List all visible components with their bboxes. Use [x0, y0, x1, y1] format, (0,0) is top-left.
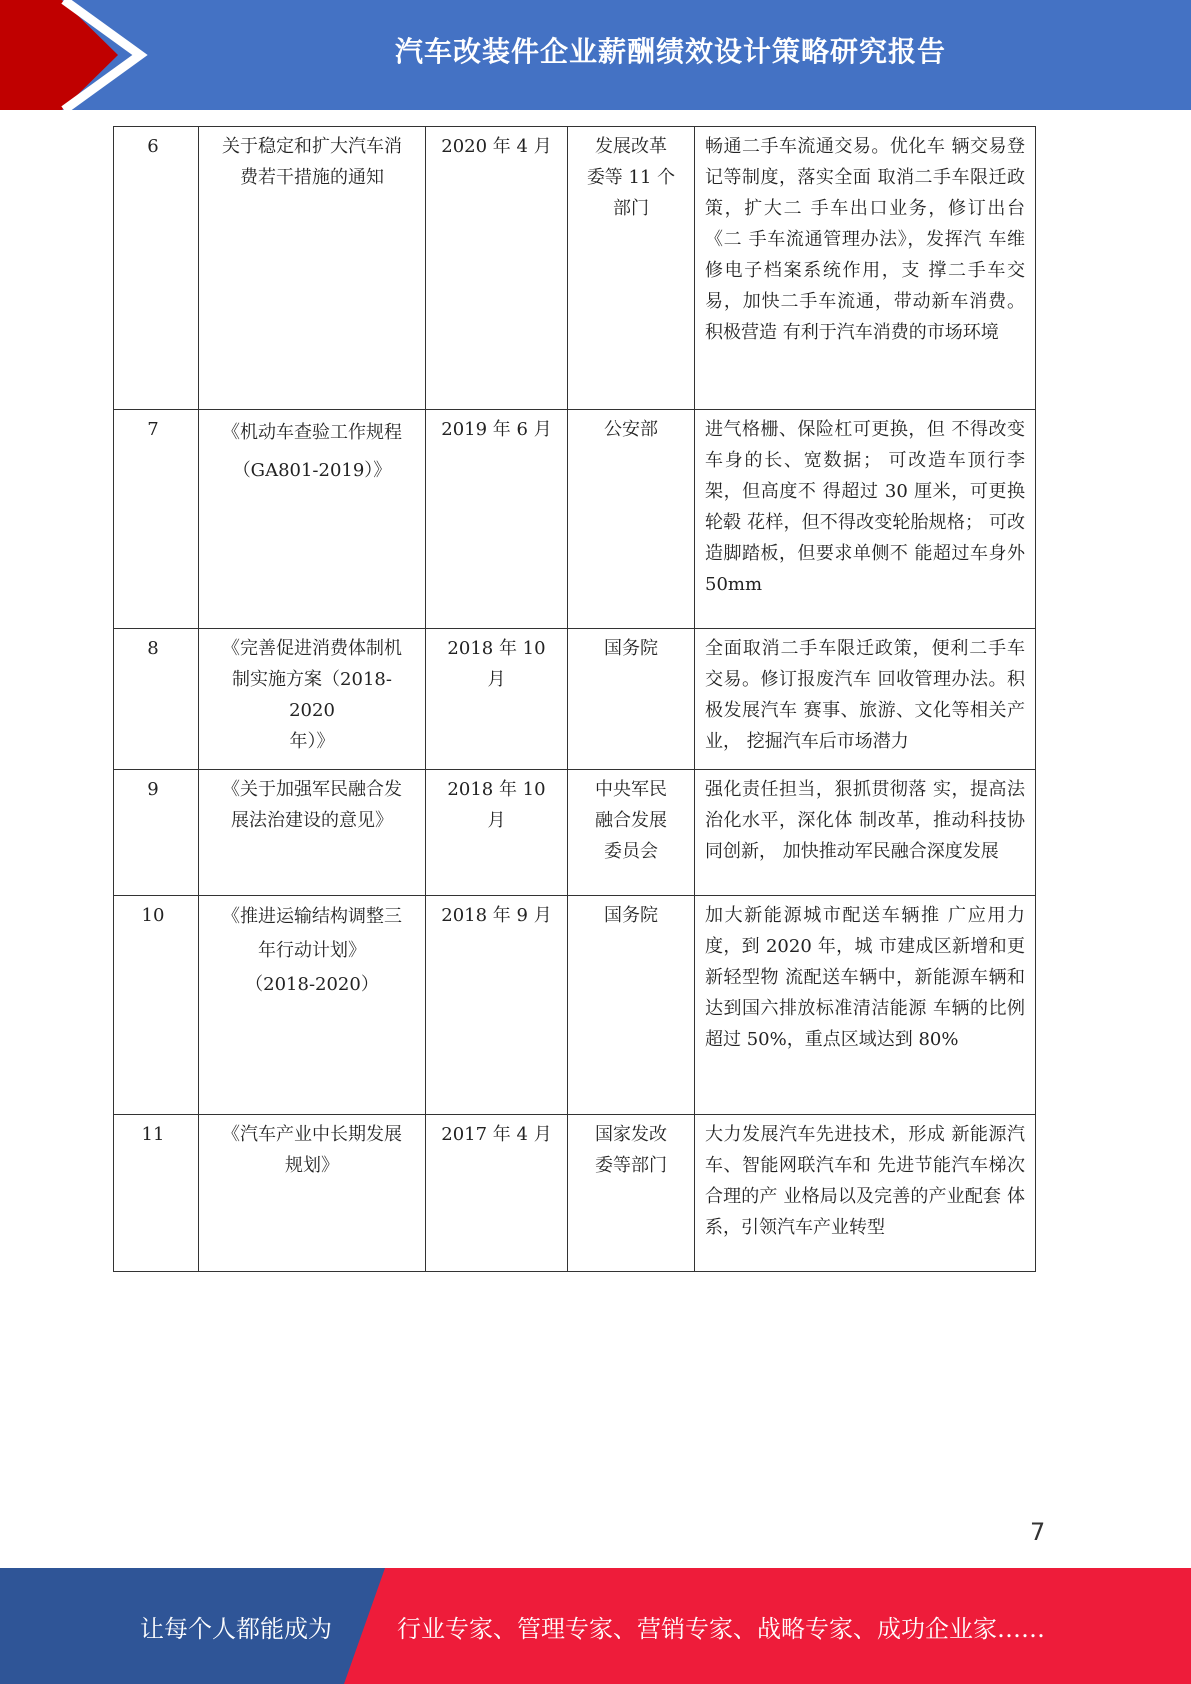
- table-row: [114, 629, 1036, 770]
- issue-date: 2017 年 4 月: [426, 1115, 568, 1272]
- issue-date: 2018 年 10 月: [426, 770, 568, 896]
- footer-slogan-right: 行业专家、管理专家、营销专家、战略专家、成功企业家……: [397, 1614, 1045, 1643]
- table-row: [114, 1115, 1036, 1272]
- row-number: 10: [114, 896, 199, 1115]
- policy-content: 强化责任担当，狠抓贯彻落 实，提高法治化水平，深化体 制改革，推动科技协同创新， 加快推动军民融合深度发展: [695, 770, 1036, 896]
- chevron-arrow-icon: [0, 0, 160, 110]
- policy-title: 《机动车查验工作规程 （GA801-2019）》: [199, 410, 426, 629]
- policy-content: 全面取消二手车限迁政策，便利二手车交易。修订报废汽车 回收管理办法。积极发展汽车 赛事、旅游、文化等相关产业， 挖掘汽车后市场潜力: [695, 629, 1036, 770]
- row-number: 7: [114, 410, 199, 629]
- header-banner: [0, 0, 1191, 110]
- table-row: [114, 410, 1036, 629]
- policy-title: 关于稳定和扩大汽车消 费若干措施的通知: [199, 127, 426, 410]
- issuing-department: 国务院: [568, 629, 695, 770]
- page-number: 7: [1030, 1518, 1046, 1546]
- issuing-department: 发展改革 委等 11 个 部门: [568, 127, 695, 410]
- table-row: [114, 896, 1036, 1115]
- row-number: 9: [114, 770, 199, 896]
- policy-table: [113, 126, 1035, 1272]
- footer-slogan-left: 让每个人都能成为: [140, 1614, 332, 1643]
- table-row: [114, 770, 1036, 896]
- issuing-department: 公安部: [568, 410, 695, 629]
- row-number: 8: [114, 629, 199, 770]
- policy-content: 加大新能源城市配送车辆推 广应用力度，到 2020 年，城 市建成区新增和更新轻型物 流配送车辆中，新能源车辆和 达到国六排放标准清洁能源 车辆的比例超过 50%，重点区域达到 80%: [695, 896, 1036, 1115]
- row-number: 11: [114, 1115, 199, 1272]
- issuing-department: 中央军民 融合发展 委员会: [568, 770, 695, 896]
- policy-title: 《汽车产业中长期发展 规划》: [199, 1115, 426, 1272]
- issuing-department: 国务院: [568, 896, 695, 1115]
- row-number: 6: [114, 127, 199, 410]
- policy-title: 《完善促进消费体制机 制实施方案（2018- 2020 年）》: [199, 629, 426, 770]
- policy-content: 大力发展汽车先进技术，形成 新能源汽车、智能网联汽车和 先进节能汽车梯次合理的产 业格局以及完善的产业配套 体系，引领汽车产业转型: [695, 1115, 1036, 1272]
- policy-content: 畅通二手车流通交易。优化车 辆交易登记等制度，落实全面 取消二手车限迁政策，扩大二 手车出口业务，修订出台《二 手车流通管理办法》，发挥汽 车维修电子档案系统作用，支 撑二手车交易，加快二手车流通，带动新车消费。积极营造 有利于汽车消费的市场环境: [695, 127, 1036, 410]
- issue-date: 2018 年 10 月: [426, 629, 568, 770]
- issue-date: 2019 年 6 月: [426, 410, 568, 629]
- policy-title: 《关于加强军民融合发 展法治建设的意见》: [199, 770, 426, 896]
- report-title: 汽车改装件企业薪酬绩效设计策略研究报告: [394, 35, 946, 68]
- issue-date: 2018 年 9 月: [426, 896, 568, 1115]
- policy-content: 进气格栅、保险杠可更换，但 不得改变车身的长、宽数据； 可改造车顶行李架，但高度不 得超过 30 厘米，可更换轮毂 花样，但不得改变轮胎规格； 可改造脚踏板，但要求单侧不 能超过车身外 50mm: [695, 410, 1036, 629]
- issuing-department: 国家发改 委等部门: [568, 1115, 695, 1272]
- policy-title: 《推进运输结构调整三 年行动计划》 （2018-2020）: [199, 896, 426, 1115]
- table-row: [114, 127, 1036, 410]
- footer-banner: [0, 1568, 1191, 1684]
- issue-date: 2020 年 4 月: [426, 127, 568, 410]
